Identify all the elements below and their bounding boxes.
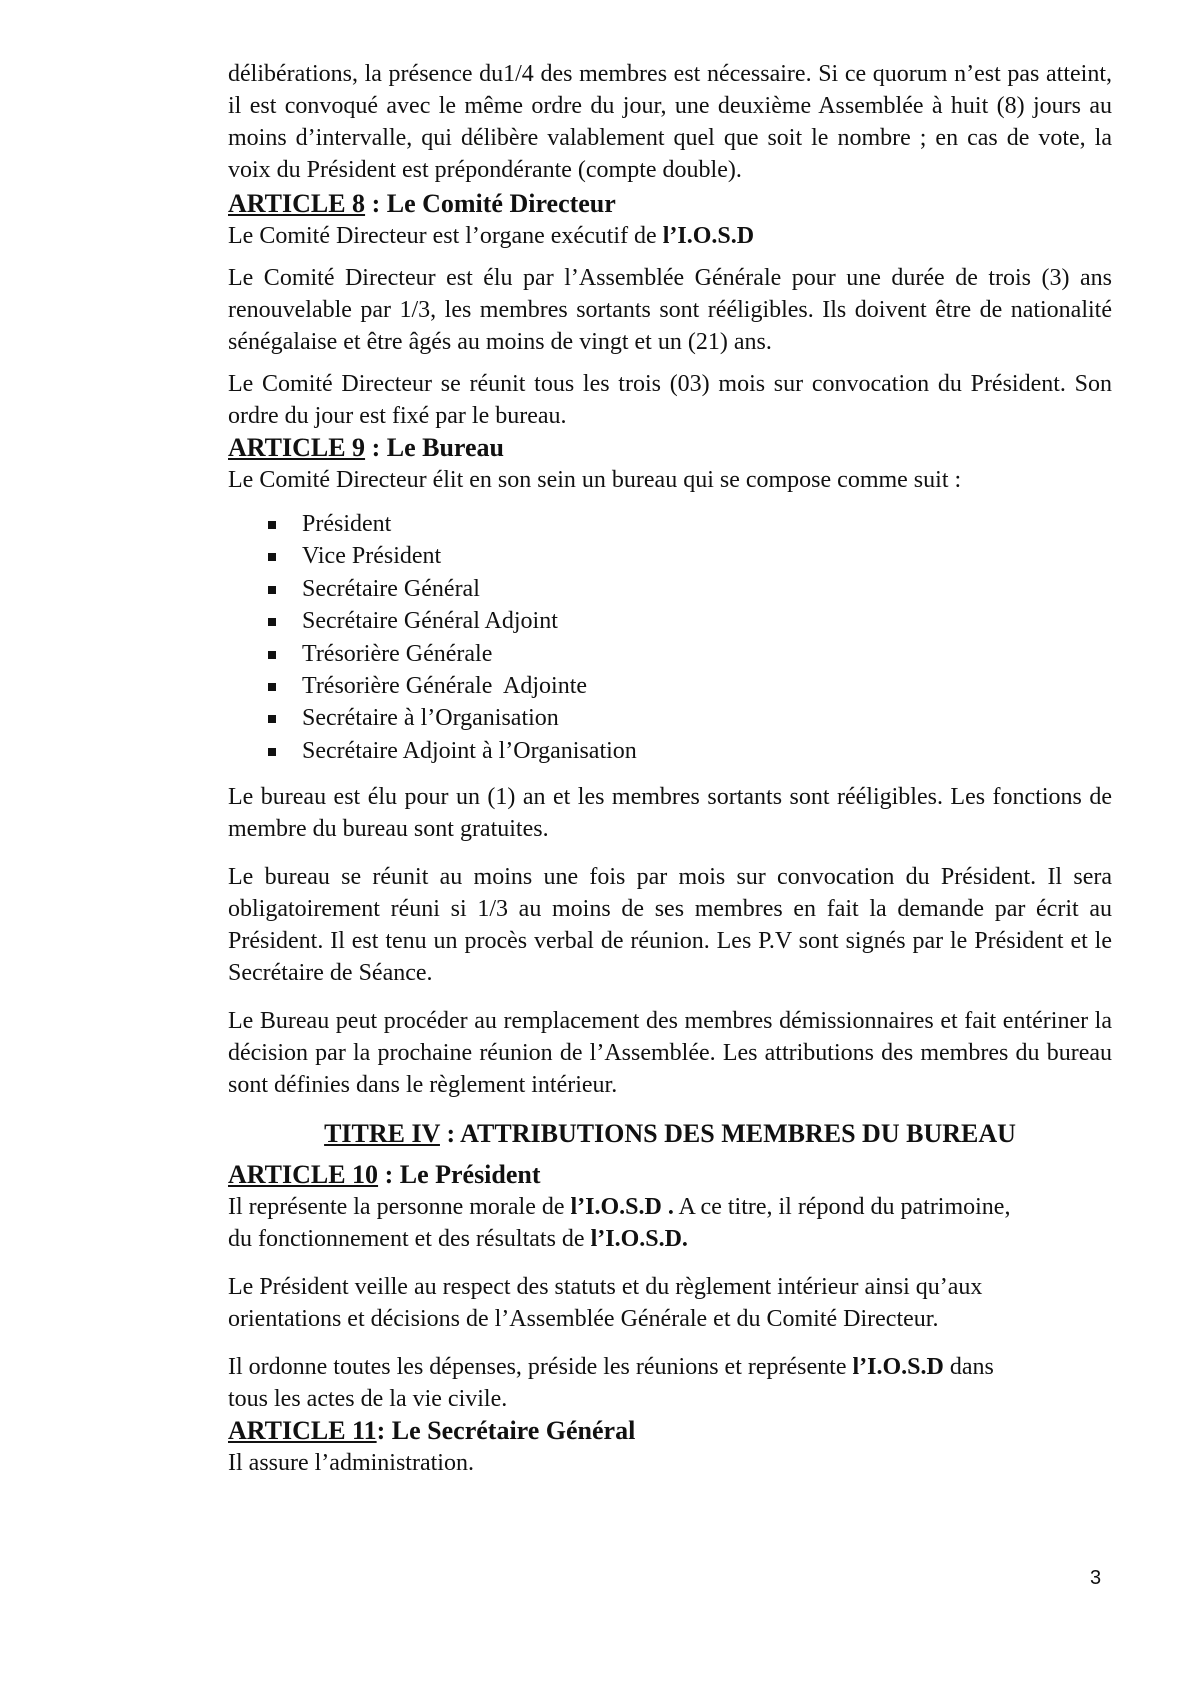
text-run: orientations et décisions de l’Assemblée Générale et du Comité Directeur.	[228, 1306, 939, 1333]
text-run: Il représente la personne morale de	[228, 1194, 571, 1221]
article-10-number: ARTICLE 10	[228, 1160, 379, 1190]
org-name: l’I.O.S.D	[852, 1354, 944, 1381]
org-name: l’I.O.S.D.	[590, 1226, 688, 1253]
text-run: tous les actes de la vie civile.	[228, 1386, 508, 1413]
article-8-p1-text: Le Comité Directeur est l’organe exécutif de	[228, 223, 663, 249]
article-11-title: : Le Secrétaire Général	[376, 1416, 636, 1446]
list-item: Trésorière Générale Adjointe	[228, 670, 1112, 702]
text-run: Le Président veille au respect des statuts et du règlement intérieur ainsi qu’aux	[228, 1274, 983, 1301]
list-item: Secrétaire Adjoint à l’Organisation	[228, 735, 1112, 767]
text-run: du fonctionnement et des résultats de	[228, 1226, 591, 1253]
article-9-paragraph-2: Le bureau se réunit au moins une fois par mois sur convocation du Président. Il sera obligatoirement réuni si 1/3 au moins de ses membres en fait la demande par écrit au Président. Il est tenu un procès verbal de réunion. Les P.V sont signés par le Président et le Secrétaire de Séance.	[228, 864, 1112, 987]
article-11-number: ARTICLE 11	[228, 1416, 377, 1446]
article-9-paragraph-1: Le bureau est élu pour un (1) an et les membres sortants sont rééligibles. Les fonctions de membre du bureau sont gratuites.	[228, 784, 1112, 843]
list-item: Secrétaire Général	[228, 573, 1112, 605]
intro-paragraph: délibérations, la présence du1/4 des membres est nécessaire. Si ce quorum n’est pas atteint, il est convoqué avec le même ordre du jour, une deuxième Assemblée à huit (8) jours au moins d’intervalle, qui délibère valablement quel que soit le nombre ; en cas de vote, la voix du Président est prépondérante (compte double).	[228, 61, 1112, 183]
article-11-paragraph-1: Il assure l’administration.	[228, 1450, 474, 1477]
article-9-intro: Le Comité Directeur élit en son sein un bureau qui se compose comme suit :	[228, 467, 962, 493]
titre-4-title: : ATTRIBUTIONS DES MEMBRES DU BUREAU	[439, 1119, 1016, 1149]
article-9-number: ARTICLE 9	[228, 433, 366, 462]
article-9-paragraph-3: Le Bureau peut procéder au remplacement des membres démissionnaires et fait entériner la décision par la prochaine réunion de l’Assemblée. Les attributions des membres du bureau sont définies dans le règlement intérieur.	[228, 1008, 1112, 1099]
article-8-paragraph-2: Le Comité Directeur est élu par l’Assemblée Générale pour une durée de trois (3) ans renouvelable par 1/3, les membres sortants sont rééligibles. Ils doivent être de nationalité sénégalaise et être âgés au moins de vingt et un (21) ans.	[228, 265, 1112, 355]
article-8-paragraph-3: Le Comité Directeur se réunit tous les trois (03) mois sur convocation du Président. Son ordre du jour est fixé par le bureau.	[228, 371, 1112, 429]
article-8-heading	[228, 188, 1112, 220]
article-10-paragraph-2	[228, 1271, 1112, 1335]
article-10-heading	[228, 1159, 1112, 1191]
article-8-number: ARTICLE 8	[228, 189, 366, 218]
article-9-heading	[228, 432, 1112, 464]
text-run: A ce titre, il répond du patrimoine,	[673, 1194, 1011, 1221]
bureau-members-list	[228, 508, 1112, 767]
article-9-title: : Le Bureau	[365, 433, 504, 462]
list-item: Vice Président	[228, 540, 1112, 572]
titre-4-heading	[228, 1117, 1112, 1151]
document-page	[228, 58, 1112, 1479]
text-run: dans	[943, 1354, 994, 1381]
article-10-paragraph-1	[228, 1191, 1112, 1255]
article-11-heading	[228, 1415, 1112, 1447]
list-item: Secrétaire à l’Organisation	[228, 702, 1112, 734]
list-item: Secrétaire Général Adjoint	[228, 605, 1112, 637]
org-name: l’I.O.S.D .	[570, 1194, 674, 1221]
text-run: Il ordonne toutes les dépenses, préside les réunions et représente	[228, 1354, 853, 1381]
article-10-title: : Le Président	[378, 1160, 541, 1190]
page-number: 3	[1090, 1567, 1102, 1589]
list-item: Président	[228, 508, 1112, 540]
list-item: Trésorière Générale	[228, 638, 1112, 670]
article-8-paragraph-1	[228, 220, 1112, 252]
article-10-paragraph-3	[228, 1351, 1112, 1415]
article-8-title: : Le Comité Directeur	[365, 189, 616, 218]
titre-4-number: TITRE IV	[324, 1119, 440, 1149]
article-8-p1-org: l’I.O.S.D	[662, 223, 755, 249]
